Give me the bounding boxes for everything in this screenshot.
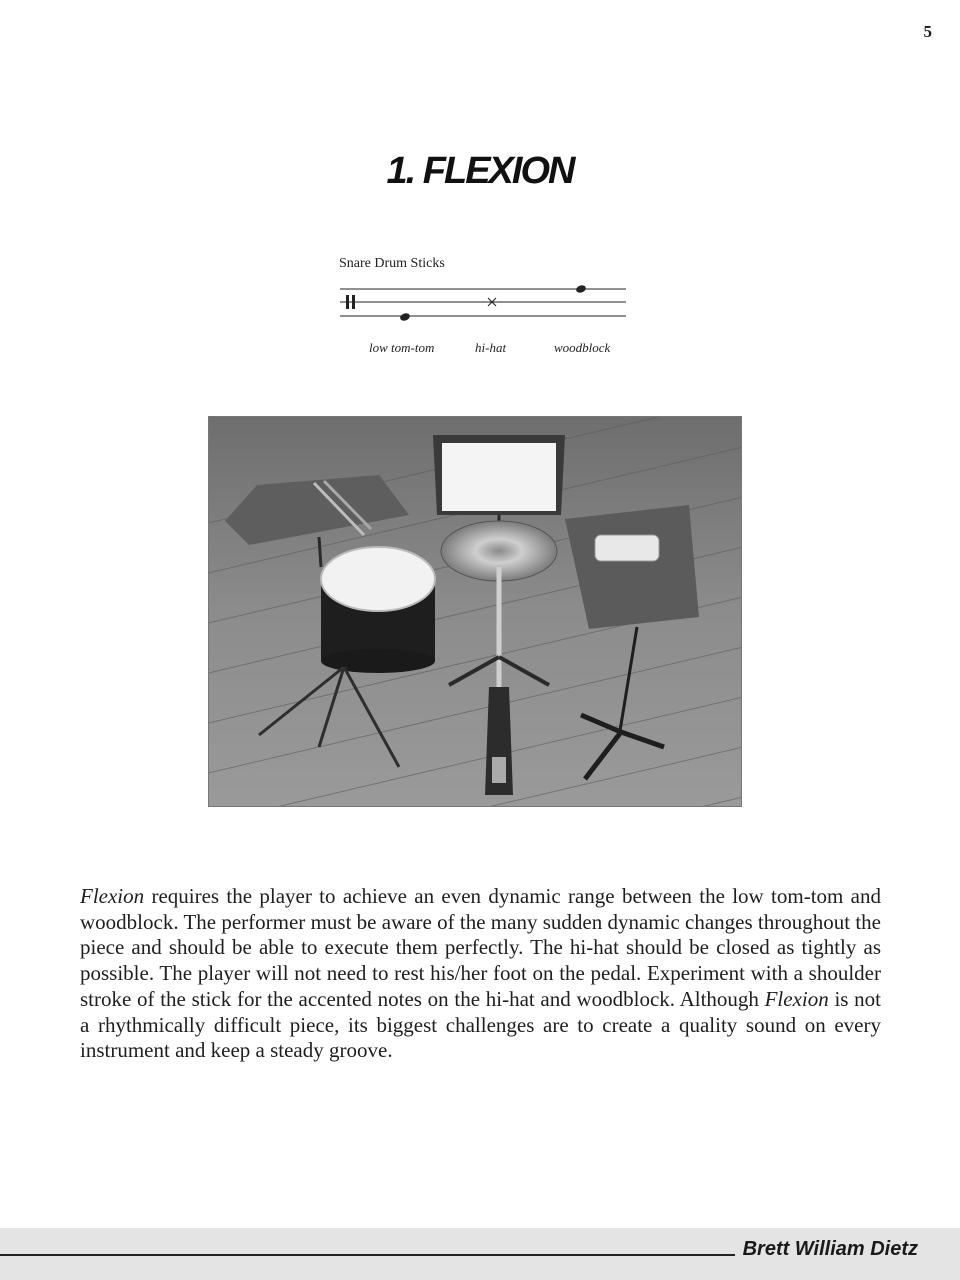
photo-illustration: [209, 417, 742, 807]
instrument-setup-photo: [208, 416, 742, 807]
work-title: Flexion: [80, 884, 145, 908]
footer-author: Brett William Dietz: [742, 1238, 918, 1260]
page-number: 5: [923, 22, 932, 41]
woodblock-note: [575, 284, 587, 294]
percussion-clef-right: [352, 295, 355, 309]
percussion-clef-left: [346, 295, 349, 309]
notation-heading: Snare Drum Sticks: [339, 256, 445, 271]
music-stand: [433, 435, 565, 529]
instrument-label-low-tom: low tom-tom: [369, 340, 435, 355]
instrument-label-hi-hat: hi-hat: [475, 340, 507, 355]
notation-key: [336, 250, 636, 370]
performance-notes: [80, 884, 881, 1064]
page-title: 1. FLEXION: [386, 150, 574, 192]
notes-part-1: requires the player to achieve an even dynamic range between the low tom-tom and woodblock. The performer must be aware of the many sudden dynamic changes throughout the piece and should be able to execute them perfectly. The hi-hat should be closed as tightly as possible. The player will not need to rest his/her foot on the pedal. Experiment with a shoulder stroke of the stick for the accented notes on the hi-hat and woodblock. Although: [80, 884, 881, 1011]
footer-rule: [0, 1254, 735, 1256]
work-title-inline: Flexion: [764, 986, 829, 1011]
instrument-label-woodblock: woodblock: [554, 340, 611, 355]
staff-diagram: [336, 280, 636, 330]
low-tom-note: [399, 312, 411, 322]
notes-part-2: is not a rhythmically difficult piece, its biggest challenges are to create a quality sound on every instrument and keep a steady groove.: [80, 986, 881, 1063]
